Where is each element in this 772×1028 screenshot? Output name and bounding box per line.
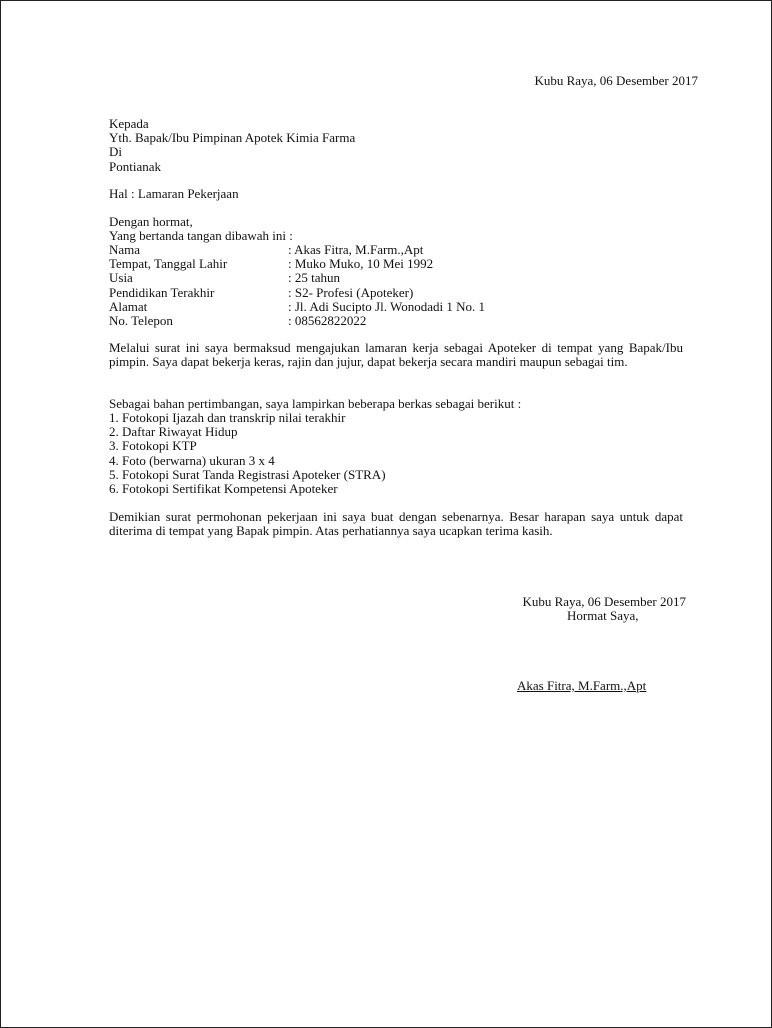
- signature-name: Akas Fitra, M.Farm.,Apt: [517, 678, 647, 693]
- recipient-line: Yth. Bapak/Ibu Pimpinan Apotek Kimia Farma: [109, 130, 356, 146]
- identity-label: Tempat, Tanggal Lahir: [109, 256, 228, 272]
- recipient-line: Pontianak: [109, 158, 161, 174]
- letter-date-bottom: Kubu Raya, 06 Desember 2017: [522, 594, 686, 609]
- body-paragraph-application: Melalui surat ini saya bermaksud mengajukan lamaran kerja sebagai Apoteker di tempat yang Bapak/Ibu pimpin. Saya dapat bekerja keras, rajin dan jujur, dapat bekerja secara mandiri maupun sebagai tim.: [109, 340, 683, 370]
- identity-value: : 25 tahun: [288, 270, 340, 286]
- letter-greeting: Dengan hormat,: [109, 214, 193, 229]
- attachments-intro: Sebagai bahan pertimbangan, saya lampirkan beberapa berkas sebagai berikut :: [109, 396, 522, 411]
- attachment-item: 4. Foto (berwarna) ukuran 3 x 4: [109, 452, 275, 468]
- attachment-item: 5. Fotokopi Surat Tanda Registrasi Apoteker (STRA): [109, 466, 386, 482]
- identity-label: Pendidikan Terakhir: [109, 284, 215, 300]
- identity-value: : Muko Muko, 10 Mei 1992: [288, 256, 434, 272]
- recipient-line: Di: [109, 144, 122, 160]
- attachment-item: 3. Fotokopi KTP: [109, 438, 197, 454]
- letter-subject: Hal : Lamaran Pekerjaan: [109, 186, 239, 201]
- identity-intro: Yang bertanda tangan dibawah ini :: [109, 228, 293, 243]
- identity-value: : 08562822022: [288, 312, 367, 328]
- attachment-item: 6. Fotokopi Sertifikat Kompetensi Apoteker: [109, 481, 338, 497]
- identity-label: Alamat: [109, 298, 148, 314]
- closing-paragraph: Demikian surat permohonan pekerjaan ini saya buat dengan sebenarnya. Besar harapan saya untuk dapat diterima di tempat yang Bapak pimpin. Atas perhatiannya saya ucapkan terima kasih.: [109, 509, 683, 539]
- attachment-item: 2. Daftar Riwayat Hidup: [109, 424, 238, 440]
- identity-row: [109, 300, 529, 314]
- identity-row: [109, 271, 529, 285]
- letter-date-top: Kubu Raya, 06 Desember 2017: [534, 73, 698, 88]
- identity-row: [109, 257, 529, 271]
- identity-value: : Akas Fitra, M.Farm.,Apt: [288, 242, 424, 257]
- regards-text: Hormat Saya,: [567, 608, 639, 623]
- identity-label: Usia: [109, 270, 133, 286]
- identity-table: [109, 243, 529, 328]
- identity-row: [109, 314, 529, 328]
- identity-row: [109, 243, 529, 257]
- recipient-line: Kepada: [109, 116, 149, 131]
- recipient-block: [109, 117, 355, 174]
- identity-label: Nama: [109, 242, 141, 257]
- identity-label: No. Telepon: [109, 312, 173, 328]
- identity-value: : S2- Profesi (Apoteker): [288, 284, 414, 300]
- identity-row: [109, 286, 529, 300]
- identity-value: : Jl. Adi Sucipto Jl. Wonodadi 1 No. 1: [288, 298, 485, 314]
- attachment-item: 1. Fotokopi Ijazah dan transkrip nilai terakhir: [109, 410, 346, 425]
- attachments-list: [109, 411, 386, 496]
